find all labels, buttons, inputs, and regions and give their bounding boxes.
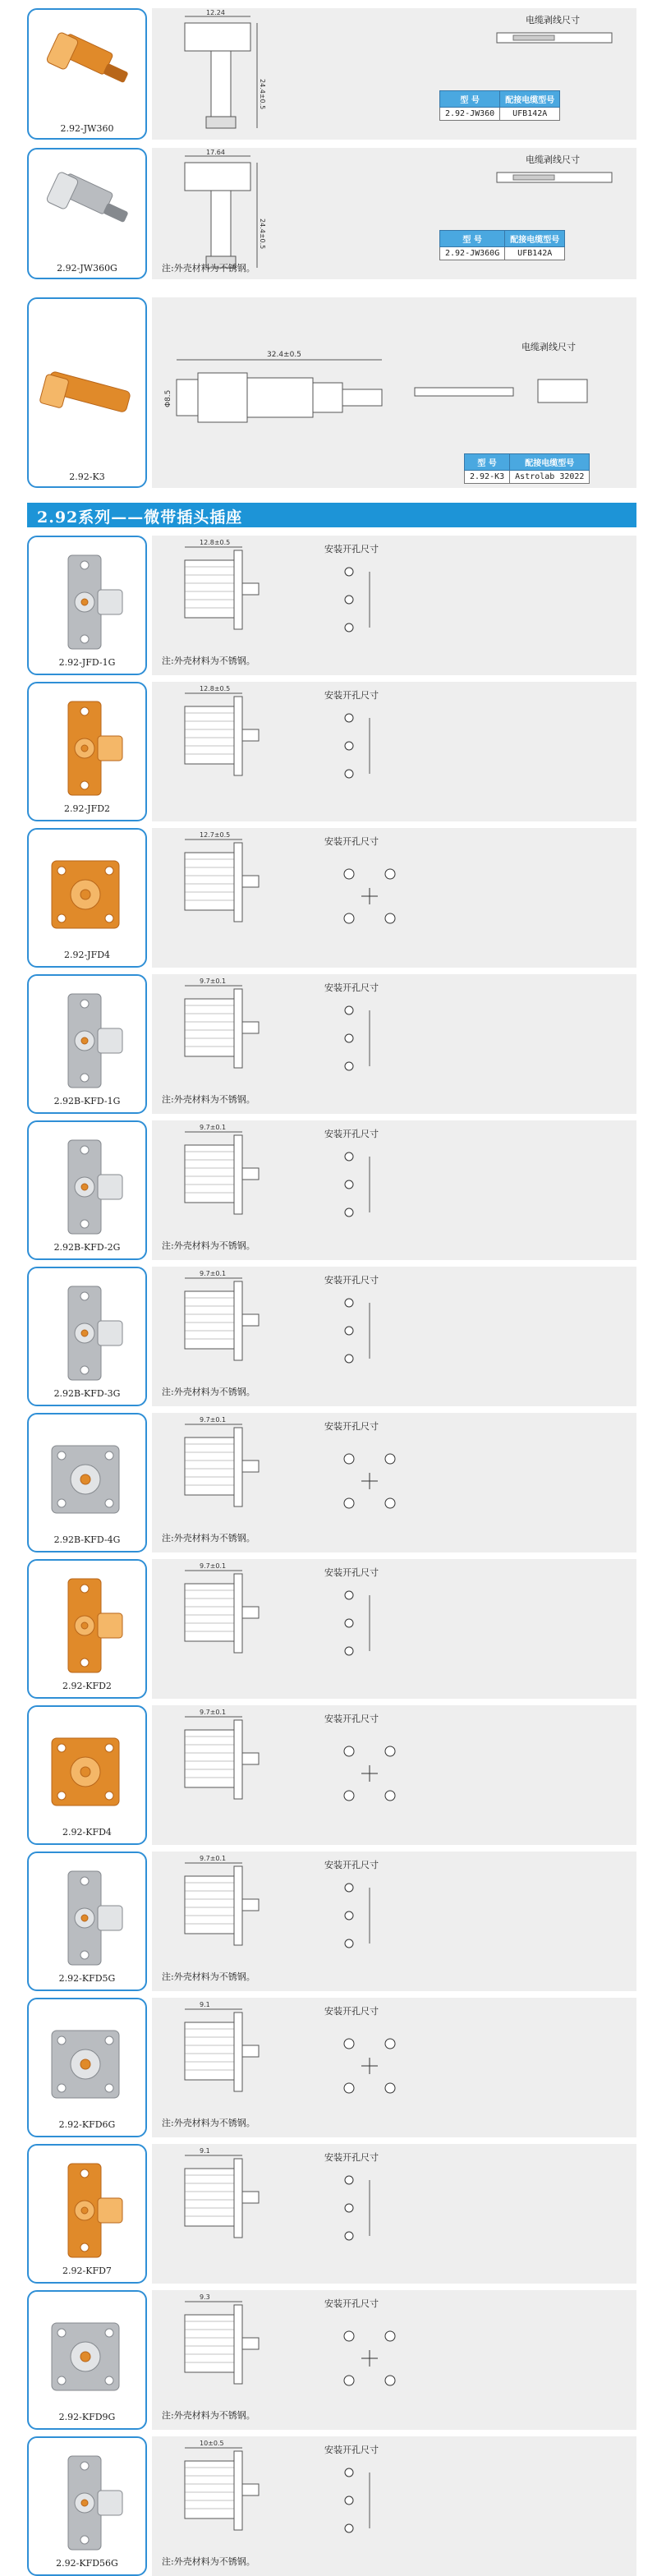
dimension-label: 12.8±0.5 [200, 685, 231, 692]
product-model-label: 2.92-JFD-1G [58, 657, 116, 668]
dimension-label: 10±0.5 [200, 2440, 224, 2447]
technical-drawing [152, 682, 636, 821]
connector-photo-icon [29, 2438, 147, 2576]
connector-photo-icon [29, 683, 147, 821]
drawing-panel [152, 1120, 636, 1260]
technical-drawing [152, 1559, 636, 1699]
material-note: 注:外壳材料为不锈钢。 [162, 1387, 255, 1397]
dimension-label: 9.1 [200, 2147, 210, 2155]
material-note: 注:外壳材料为不锈钢。 [162, 1533, 255, 1543]
col-cable-header: 配接电缆型号 [510, 454, 590, 471]
connector-photo-icon [29, 2292, 147, 2430]
cable-strip-title: 电缆剥线尺寸 [526, 154, 580, 165]
product-photo-card [27, 974, 147, 1114]
product-model-label: 2.92-JW360G [57, 263, 117, 274]
material-note: 注:外壳材料为不锈钢。 [162, 2556, 255, 2567]
connector-photo-icon [29, 1999, 147, 2137]
product-photo-card [27, 297, 147, 488]
connector-photo-icon [29, 2146, 147, 2284]
product-model-label: 2.92B-KFD-2G [53, 1242, 121, 1253]
product-photo-card [27, 1705, 147, 1845]
product-photo-card [27, 1413, 147, 1552]
product-photo-card [27, 8, 147, 140]
product-photo-card [27, 148, 147, 279]
drawing-panel [152, 148, 636, 279]
cable-strip-title: 电缆剥线尺寸 [521, 342, 576, 352]
mount-hole-title: 安装开孔尺寸 [324, 2152, 379, 2163]
product-model-label: 2.92-KFD4 [62, 1827, 112, 1838]
product-model-label: 2.92-KFD5G [58, 1973, 116, 1984]
dimension-label: 9.7±0.1 [200, 1416, 227, 1424]
spec-table [439, 230, 565, 260]
product-model-label: 2.92-JFD2 [63, 803, 111, 814]
product-photo-card [27, 1998, 147, 2137]
dimension-label: 12.24 [206, 9, 225, 16]
mount-hole-title: 安装开孔尺寸 [324, 982, 379, 993]
spec-table [464, 453, 590, 484]
connector-photo-icon [29, 976, 147, 1114]
technical-drawing [152, 828, 636, 968]
dimension-label: 17.64 [206, 149, 225, 156]
dimension-label: 12.7±0.5 [200, 831, 231, 839]
dimension-label: 9.7±0.1 [200, 1562, 227, 1570]
section-header [27, 503, 636, 527]
mount-hole-title: 安装开孔尺寸 [324, 2006, 379, 2017]
product-model-label: 2.92-JFD4 [63, 950, 111, 960]
mount-hole-title: 安装开孔尺寸 [324, 690, 379, 701]
drawing-panel [152, 1267, 636, 1406]
dimension-label: 24.4±0.5 [259, 79, 266, 110]
product-model-label: 2.92-KFD6G [58, 2119, 116, 2130]
product-model-label: 2.92-JW360 [60, 123, 114, 134]
cable-strip-title: 电缆剥线尺寸 [526, 15, 580, 25]
model-cell: 2.92-JW360G [440, 247, 505, 260]
model-cell: 2.92-K3 [465, 471, 510, 484]
technical-drawing [152, 1705, 636, 1845]
dimension-label: 9.7±0.1 [200, 1124, 227, 1131]
connector-photo-icon [29, 1414, 147, 1552]
dimension-label: 9.1 [200, 2001, 210, 2008]
product-photo-card [27, 828, 147, 968]
dimension-label: 9.7±0.1 [200, 1270, 227, 1277]
col-cable-header: 配接电缆型号 [505, 231, 565, 247]
dimension-label: 24.4±0.5 [259, 218, 266, 250]
dimension-label: 12.8±0.5 [200, 539, 231, 546]
drawing-panel [152, 1559, 636, 1699]
connector-photo-icon [29, 537, 147, 675]
material-note: 注:外壳材料为不锈钢。 [162, 1240, 255, 1251]
product-photo-card [27, 2290, 147, 2430]
drawing-panel [152, 682, 636, 821]
dimension-label: 9.7±0.1 [200, 1855, 227, 1862]
connector-photo-icon [29, 1853, 147, 1991]
dimension-label: 9.7±0.1 [200, 978, 227, 985]
mount-hole-title: 安装开孔尺寸 [324, 1275, 379, 1286]
material-note: 注:外壳材料为不锈钢。 [162, 263, 255, 274]
drawing-panel [152, 1413, 636, 1552]
technical-drawing [152, 2144, 636, 2284]
product-model-label: 2.92-KFD2 [62, 1681, 112, 1691]
product-photo-card [27, 1120, 147, 1260]
mount-hole-title: 安装开孔尺寸 [324, 1129, 379, 1139]
cable-cell: UFB142A [505, 247, 565, 260]
technical-drawing [152, 8, 636, 140]
product-photo-card [27, 2436, 147, 2576]
mount-hole-title: 安装开孔尺寸 [324, 1567, 379, 1578]
material-note: 注:外壳材料为不锈钢。 [162, 1094, 255, 1105]
mount-hole-title: 安装开孔尺寸 [324, 2298, 379, 2309]
product-photo-card [27, 1852, 147, 1991]
dimension-label: 32.4±0.5 [267, 351, 301, 359]
mount-hole-title: 安装开孔尺寸 [324, 836, 379, 847]
material-note: 注:外壳材料为不锈钢。 [162, 2118, 255, 2128]
mount-hole-title: 安装开孔尺寸 [324, 1714, 379, 1724]
connector-photo-icon [29, 1707, 147, 1845]
connector-photo-icon [29, 299, 147, 488]
drawing-panel [152, 974, 636, 1114]
product-photo-card [27, 2144, 147, 2284]
mount-hole-title: 安装开孔尺寸 [324, 1421, 379, 1432]
mount-hole-title: 安装开孔尺寸 [324, 2445, 379, 2455]
product-model-label: 2.92-K3 [69, 472, 105, 482]
product-photo-card [27, 1267, 147, 1406]
drawing-panel [152, 2290, 636, 2430]
mount-hole-title: 安装开孔尺寸 [324, 544, 379, 554]
connector-photo-icon [29, 150, 147, 279]
product-model-label: 2.92B-KFD-3G [53, 1388, 121, 1399]
cable-cell: UFB142A [500, 108, 560, 121]
cable-cell: Astrolab 32022 [510, 471, 590, 484]
col-model-header: 型 号 [440, 231, 505, 247]
connector-photo-icon [29, 1268, 147, 1406]
col-cable-header: 配接电缆型号 [500, 91, 560, 108]
spec-table [439, 90, 560, 121]
connector-photo-icon [29, 1122, 147, 1260]
product-photo-card [27, 1559, 147, 1699]
product-photo-card [27, 536, 147, 675]
connector-photo-icon [29, 1561, 147, 1699]
product-model-label: 2.92-KFD9G [58, 2412, 116, 2422]
material-note: 注:外壳材料为不锈钢。 [162, 656, 255, 666]
drawing-panel [152, 8, 636, 140]
drawing-panel [152, 536, 636, 675]
section-title: 2.92系列——微带插头插座 [37, 508, 243, 527]
mount-hole-title: 安装开孔尺寸 [324, 1860, 379, 1870]
col-model-header: 型 号 [440, 91, 500, 108]
product-model-label: 2.92B-KFD-4G [53, 1534, 121, 1545]
drawing-panel [152, 828, 636, 968]
drawing-panel [152, 1998, 636, 2137]
connector-photo-icon [29, 10, 147, 140]
product-model-label: 2.92B-KFD-1G [53, 1096, 121, 1106]
drawing-panel [152, 297, 636, 488]
dimension-label: 9.7±0.1 [200, 1709, 227, 1716]
connector-photo-icon [29, 830, 147, 968]
material-note: 注:外壳材料为不锈钢。 [162, 2410, 255, 2421]
product-model-label: 2.92-KFD7 [62, 2266, 112, 2276]
drawing-panel [152, 1852, 636, 1991]
product-model-label: 2.92-KFD56G [56, 2558, 118, 2569]
drawing-panel [152, 1705, 636, 1845]
product-photo-card [27, 682, 147, 821]
dimension-label: Φ8.5 [164, 389, 172, 407]
col-model-header: 型 号 [465, 454, 510, 471]
model-cell: 2.92-JW360 [440, 108, 500, 121]
drawing-panel [152, 2144, 636, 2284]
material-note: 注:外壳材料为不锈钢。 [162, 1971, 255, 1982]
dimension-label: 9.3 [200, 2293, 210, 2301]
drawing-panel [152, 2436, 636, 2576]
